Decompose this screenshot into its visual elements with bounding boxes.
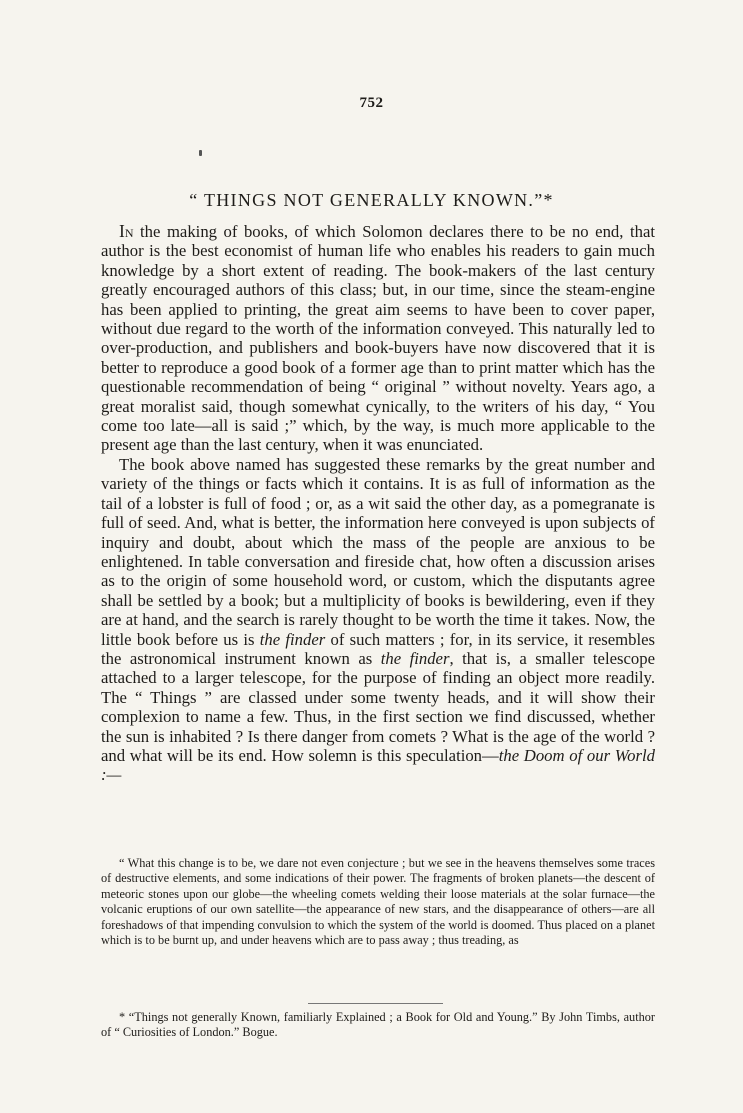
ink-speck	[199, 150, 202, 156]
paragraph-2	[101, 455, 655, 785]
emphasis-the-finder-2: the finder	[380, 648, 450, 668]
paragraph-2-text-b: of such matters ; for, in its service, it resembles the astronomical instrument known as	[101, 629, 656, 668]
paragraph-2-text-a: The book above named has suggested these remarks by the great number and variety of the things or facts which it contains. It is as full of information as the tail of a lobster is full of food ; or, as a wit said the other day, as a pomegranate is full of seed. And, what is better, the information here conveyed is upon subjects of inquiry and doubt, about which the mass of the people are anxious to be enlightened. In table conversation and fireside chat, how often a discussion arises as to the origin of some household word, or custom, which the disputants agree shall be settled by a book; but a multiplicity of books is bewildering, even if they are at hand, and the search is rarely thought to be worth the time it takes. Now, the little book before us is	[101, 454, 655, 649]
paragraph-2-text-c: , that is, a smaller telescope attached to a larger telescope, for the purpose of finding an object more readily. The “ Things ” are classed under some twenty heads, and it will show their complexion to name a few. Thus, in the first section we find discussed, whether the sun is inhabited ? Is there danger from comets ? What is the age of the world ? and what will be its end. How solemn is this speculation—	[101, 648, 655, 765]
article-body	[101, 222, 655, 785]
paragraph-1-text: the making of books, of which Solomon declares there to be no end, that author is the best economist of human life who enables his readers to gain much knowledge by a short extent of reading. The book-makers of the last century greatly encouraged authors of this class; but, in our time, since the steam-engine has been applied to printing, the great aim seems to have been to cover paper, without due regard to the worth of the information conveyed. This naturally led to over-production, and publishers and book-buyers have now discovered that it is better to reproduce a good book of a former age than to print matter which has the questionable recommendation of being “ original ” without novelty. Years ago, a great moralist said, though somewhat cynically, to the writers of his day, “ You come too late—all is said ;” which, by the way, is much more applicable to the present age than the last century, when it was enunciated.	[101, 222, 655, 455]
emphasis-doom-of-world: the Doom of our World :—	[101, 745, 655, 785]
drop-word: In	[119, 221, 134, 241]
block-quote: “ What this change is to be, we dare not even conjecture ; but we see in the heavens themselves some traces of destructive elements, and some indications of their power. The fragments of broken planets—the descent of meteoric stones upon our globe—the wheeling comets welding their loose materials at the solar furnace—the volcanic eruptions of our own satellite—the appearance of new stars, and the disappearance of others—are all foreshadows of that impending convulsion to which the system of the world is doomed. Thus placed on a planet which is to be burnt up, and under heavens which are to pass away ; thus treading, as	[101, 856, 655, 948]
emphasis-the-finder-1: the finder	[259, 629, 326, 649]
footnote-rule	[308, 1003, 443, 1004]
paragraph-1	[101, 222, 655, 455]
page-number: 752	[359, 95, 384, 111]
footnote: * “Things not generally Known, familiarly Explained ; a Book for Old and Young.” By John Timbs, author of “ Curiosities of London.” Bogue.	[101, 1010, 655, 1040]
article-title: “ THINGS NOT GENERALLY KNOWN.”*	[189, 190, 554, 210]
